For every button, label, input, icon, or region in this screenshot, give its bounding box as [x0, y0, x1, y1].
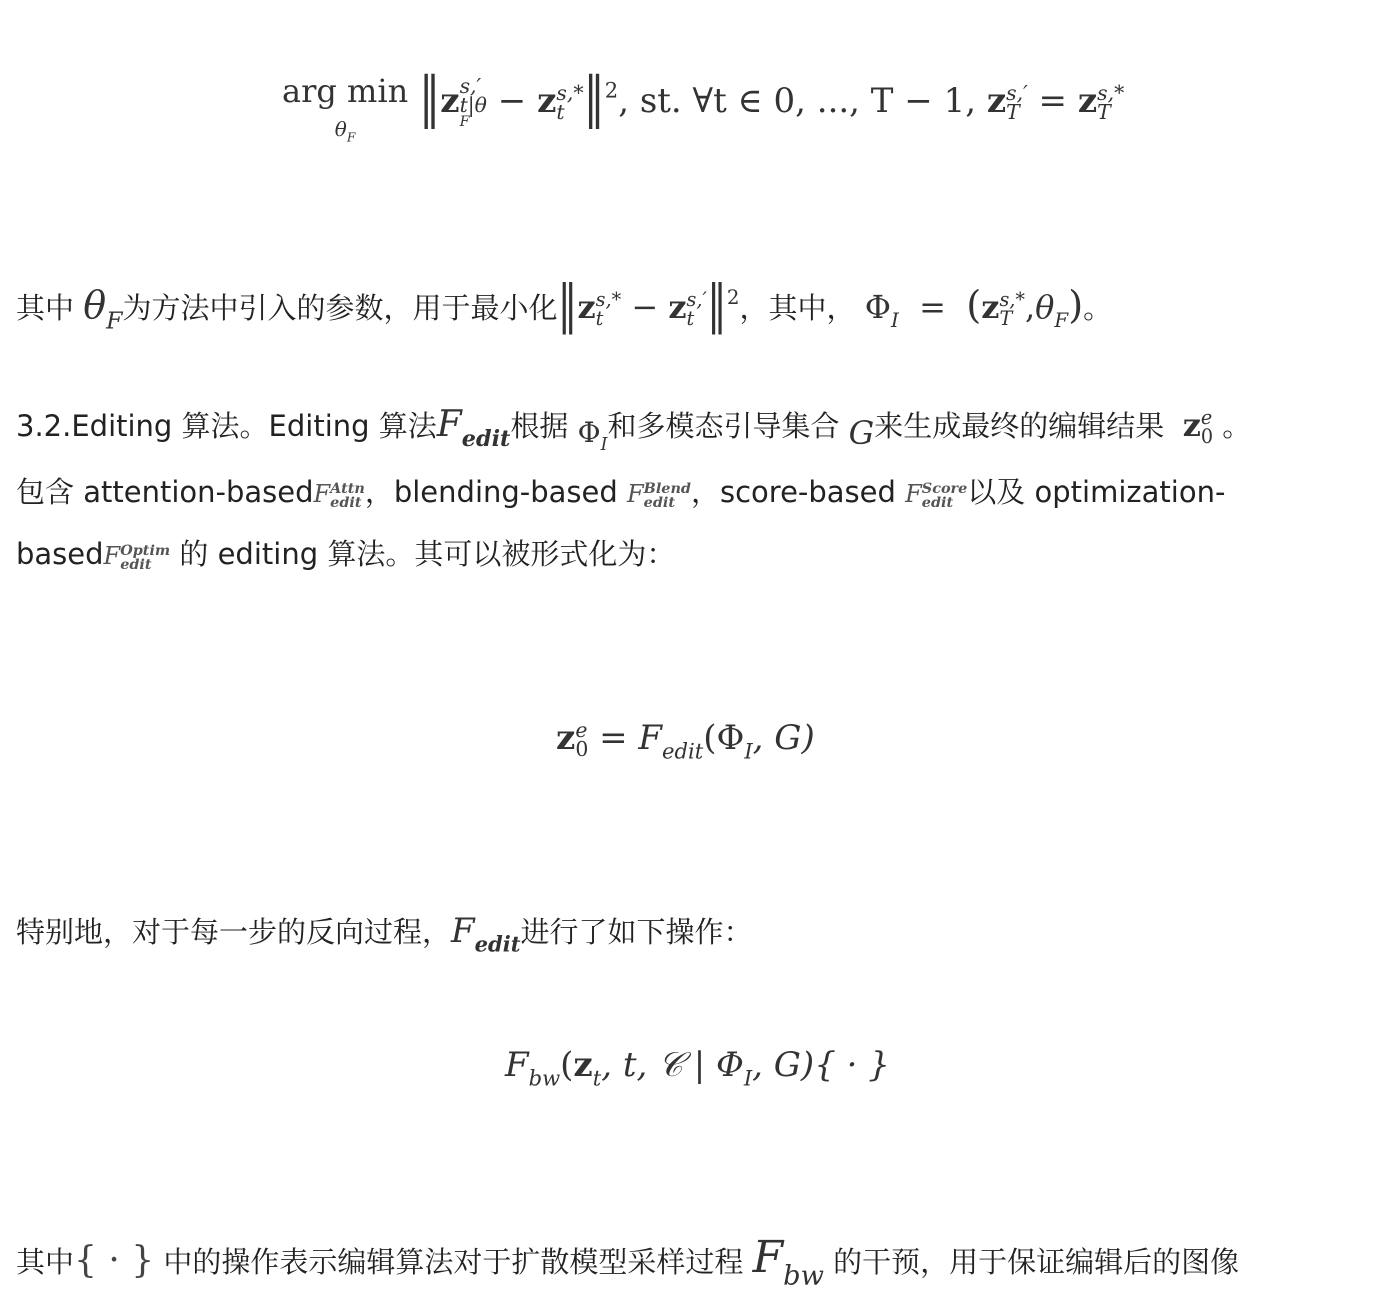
paragraph-intervention: 其中{ · } 中的操作表示编辑算法对于扩散模型采样过程 $F_{bw}$ 的干预，用于保证编辑后的图像 — [16, 1232, 1240, 1291]
text-qizhong: 其中 — [16, 291, 75, 325]
theta-F: $\theta_F$ — [83, 283, 123, 335]
F-edit-2: $F_{edit}$ — [451, 911, 521, 957]
z0-e: z e 0 — [1182, 406, 1214, 448]
paragraph-editing-line-2: 包含 attention-basedF Attn edit ，blending-based F Blend edit ，score-based F Score edit 以及 optimization- — [16, 475, 1226, 511]
F-edit-optim: F Optim edit — [103, 541, 171, 573]
z-t-star: z — [537, 81, 557, 121]
braces-operator: { · } — [74, 1240, 155, 1281]
paragraph-reverse-process: 特别地，对于每一步的反向过程，$F_{edit}$进行了如下操作： — [16, 911, 753, 957]
condition-text: , st. ∀t ∈ 0, ..., T − 1, — [618, 81, 977, 121]
z-t-theta: z — [440, 81, 460, 121]
phi-I: $\Phi_I$ — [577, 416, 608, 455]
paragraph-theta-definition: 其中 $\theta_F$为方法中引入的参数，用于最小化‖z s,* t − z s,′ t ‖$^2$，其中， $\Phi_I = (z$ s,* T $,\theta_F$)。 — [16, 275, 1113, 335]
minus-sign: − — [497, 81, 527, 121]
phi-definition: $\Phi_I = (z$ s,* T $,\theta_F$) — [864, 283, 1084, 332]
equals-sign: = — [1038, 81, 1068, 121]
paragraph-editing-line-3: basedF Optim edit 的 editing 算法。其可以被形式化为： — [16, 537, 676, 573]
text-qizhong-2: ，其中， — [739, 291, 856, 325]
F-edit-score: F Score edit — [905, 479, 968, 511]
F-edit: $F_{edit}$ — [436, 404, 511, 453]
argmin-operator — [282, 74, 408, 144]
equation-edit-result: z e 0 = $F_{edit}(\Phi_I$, G) — [556, 717, 815, 764]
G-set: G — [848, 414, 875, 452]
argmin-text: arg min — [282, 72, 409, 110]
equation-objective: arg min $\theta_F$ ‖z s,′ t|θ F − z s,* t ‖$^2$, st. ∀t ∈ 0, ..., T − 1, z s,′ T = z s,* T — [282, 66, 1125, 145]
squared: 2 — [604, 77, 619, 103]
section-heading-text: 3.2.Editing 算法。Editing 算法 — [16, 409, 437, 443]
paragraph-editing-line-1: 3.2.Editing 算法。Editing 算法$F_{edit}$根据 $\Phi_I$和多模态引导集合 G来生成最终的编辑结果 z e 0 。 — [16, 404, 1252, 455]
argmin-subscript: $\theta_F$ — [334, 117, 356, 145]
norm-right-bar: ‖ — [583, 66, 605, 131]
equation-backward-step: $F_{bw}(z_t$, t, 𝒞 | $\Phi_I$, G){ · } — [505, 1045, 890, 1091]
z-T-star: z — [1077, 81, 1098, 121]
norm-left-bar: ‖ — [419, 66, 441, 131]
F-edit-blend: F Blend edit — [627, 479, 691, 511]
norm-expression: ‖z s,* t − z s,′ t ‖$^2$ — [557, 275, 740, 335]
F-edit-attn: F Attn edit — [313, 479, 365, 511]
z-T-prime: z — [986, 81, 1007, 121]
text-params: 为方法中引入的参数，用于最小化 — [122, 291, 558, 325]
F-bw: $F_{bw}$ — [752, 1232, 824, 1291]
